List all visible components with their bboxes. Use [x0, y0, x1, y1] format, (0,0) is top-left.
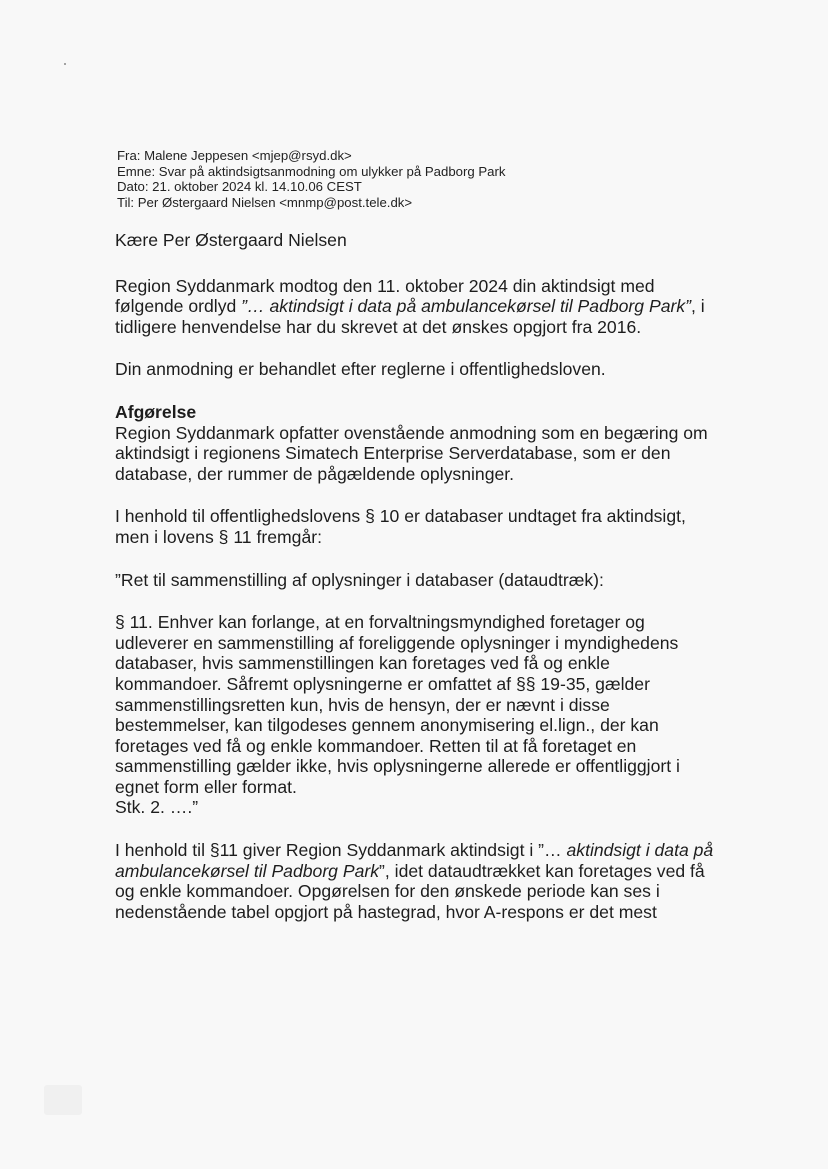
paragraph-request-line-3: tidligere henvendelse har du skrevet at det ønskes opgjort fra 2016. — [115, 316, 642, 337]
paragraph-grant-line-2 — [115, 861, 765, 882]
legal-quote — [115, 612, 765, 818]
legal-quote-line-4: kommandoer. Såfremt oplysningerne er omfattet af §§ 19-35, gælder — [115, 673, 650, 694]
paragraph-grant-line-1 — [115, 840, 765, 861]
grant-quote-italic: aktindsigt i data på — [566, 840, 714, 861]
email-subject: Emne: Svar på aktindsigtsanmodning om ulykker på Padborg Park — [117, 163, 506, 179]
email-from: Fra: Malene Jeppesen <mjep@rsyd.dk> — [117, 148, 352, 163]
paragraph-section-10-line-1: I henhold til offentlighedslovens § 10 er databaser undtaget fra aktindsigt, — [115, 506, 686, 527]
legal-quote-line-1: § 11. Enhver kan forlange, at en forvaltningsmyndighed foretager og — [115, 612, 645, 633]
legal-quote-line-2: udleverer en sammenstilling af foreliggende oplysninger i myndighedens — [115, 632, 679, 653]
quote-title: ”Ret til sammenstilling af oplysninger i databaser (dataudtræk): — [115, 569, 604, 590]
letter-body — [115, 230, 765, 922]
legal-quote-line-8: sammenstilling gælder ikke, hvis oplysningerne allerede er offentliggjort i — [115, 756, 680, 777]
section-heading-decision: Afgørelse — [115, 401, 197, 422]
text-run: følgende ordlyd — [115, 296, 242, 317]
paragraph-section-10 — [115, 506, 765, 547]
paragraph-interpretation — [115, 423, 765, 485]
paragraph-grant-line-4: nedenstående tabel opgjort på hastegrad, hvor A-respons er det mest — [115, 901, 657, 922]
legal-quote-line-9: egnet form eller format. — [115, 776, 297, 797]
legal-quote-line-5: sammenstillingsretten kun, hvis de hensyn, der er nævnt i disse — [115, 694, 610, 715]
legal-quote-line-10: Stk. 2. ….” — [115, 797, 199, 818]
legal-quote-line-7: foretages ved få og enkle kommandoer. Retten til at få foretaget en — [115, 735, 637, 756]
paragraph-grant-line-3: og enkle kommandoer. Opgørelsen for den ønskede periode kan ses i — [115, 881, 660, 902]
text-run: ”, idet dataudtrækket kan foretages ved få — [379, 860, 705, 881]
scan-speck — [64, 63, 66, 65]
paragraph-interpretation-line-1: Region Syddanmark opfatter ovenstående anmodning som en begæring om — [115, 422, 708, 443]
legal-quote-line-6: bestemmelser, kan tilgodeses gennem anonymisering el.lign., der kan — [115, 715, 659, 736]
paragraph-request-line-1: Region Syddanmark modtog den 11. oktober 2024 din aktindsigt med — [115, 275, 655, 296]
faint-page-mark — [44, 1085, 82, 1115]
paragraph-request — [115, 276, 765, 338]
paragraph-section-10-line-2: men i lovens § 11 fremgår: — [115, 526, 322, 547]
paragraph-grant — [115, 840, 765, 922]
paragraph-law: Din anmodning er behandlet efter reglerne i offentlighedsloven. — [115, 359, 606, 380]
email-date: Dato: 21. oktober 2024 kl. 14.10.06 CEST — [117, 179, 362, 194]
paragraph-interpretation-line-2: aktindsigt i regionens Simatech Enterprise Serverdatabase, som er den — [115, 443, 671, 464]
text-run: , i — [691, 296, 705, 317]
salutation: Kære Per Østergaard Nielsen — [115, 230, 347, 250]
text-run: I henhold til §11 giver Region Syddanmark aktindsigt i ”… — [115, 840, 567, 861]
email-header — [117, 148, 506, 210]
grant-quote-italic: ambulancekørsel til Padborg Park — [115, 860, 380, 881]
legal-quote-line-3: databaser, hvis sammenstillingen kan foretages ved få og enkle — [115, 653, 610, 674]
paragraph-interpretation-line-3: database, der rummer de pågældende oplysninger. — [115, 463, 515, 484]
email-to: Til: Per Østergaard Nielsen <mnmp@post.tele.dk> — [117, 194, 413, 210]
paragraph-request-line-2 — [115, 296, 765, 317]
request-quote-italic: ”… aktindsigt i data på ambulancekørsel til Padborg Park” — [241, 296, 691, 317]
